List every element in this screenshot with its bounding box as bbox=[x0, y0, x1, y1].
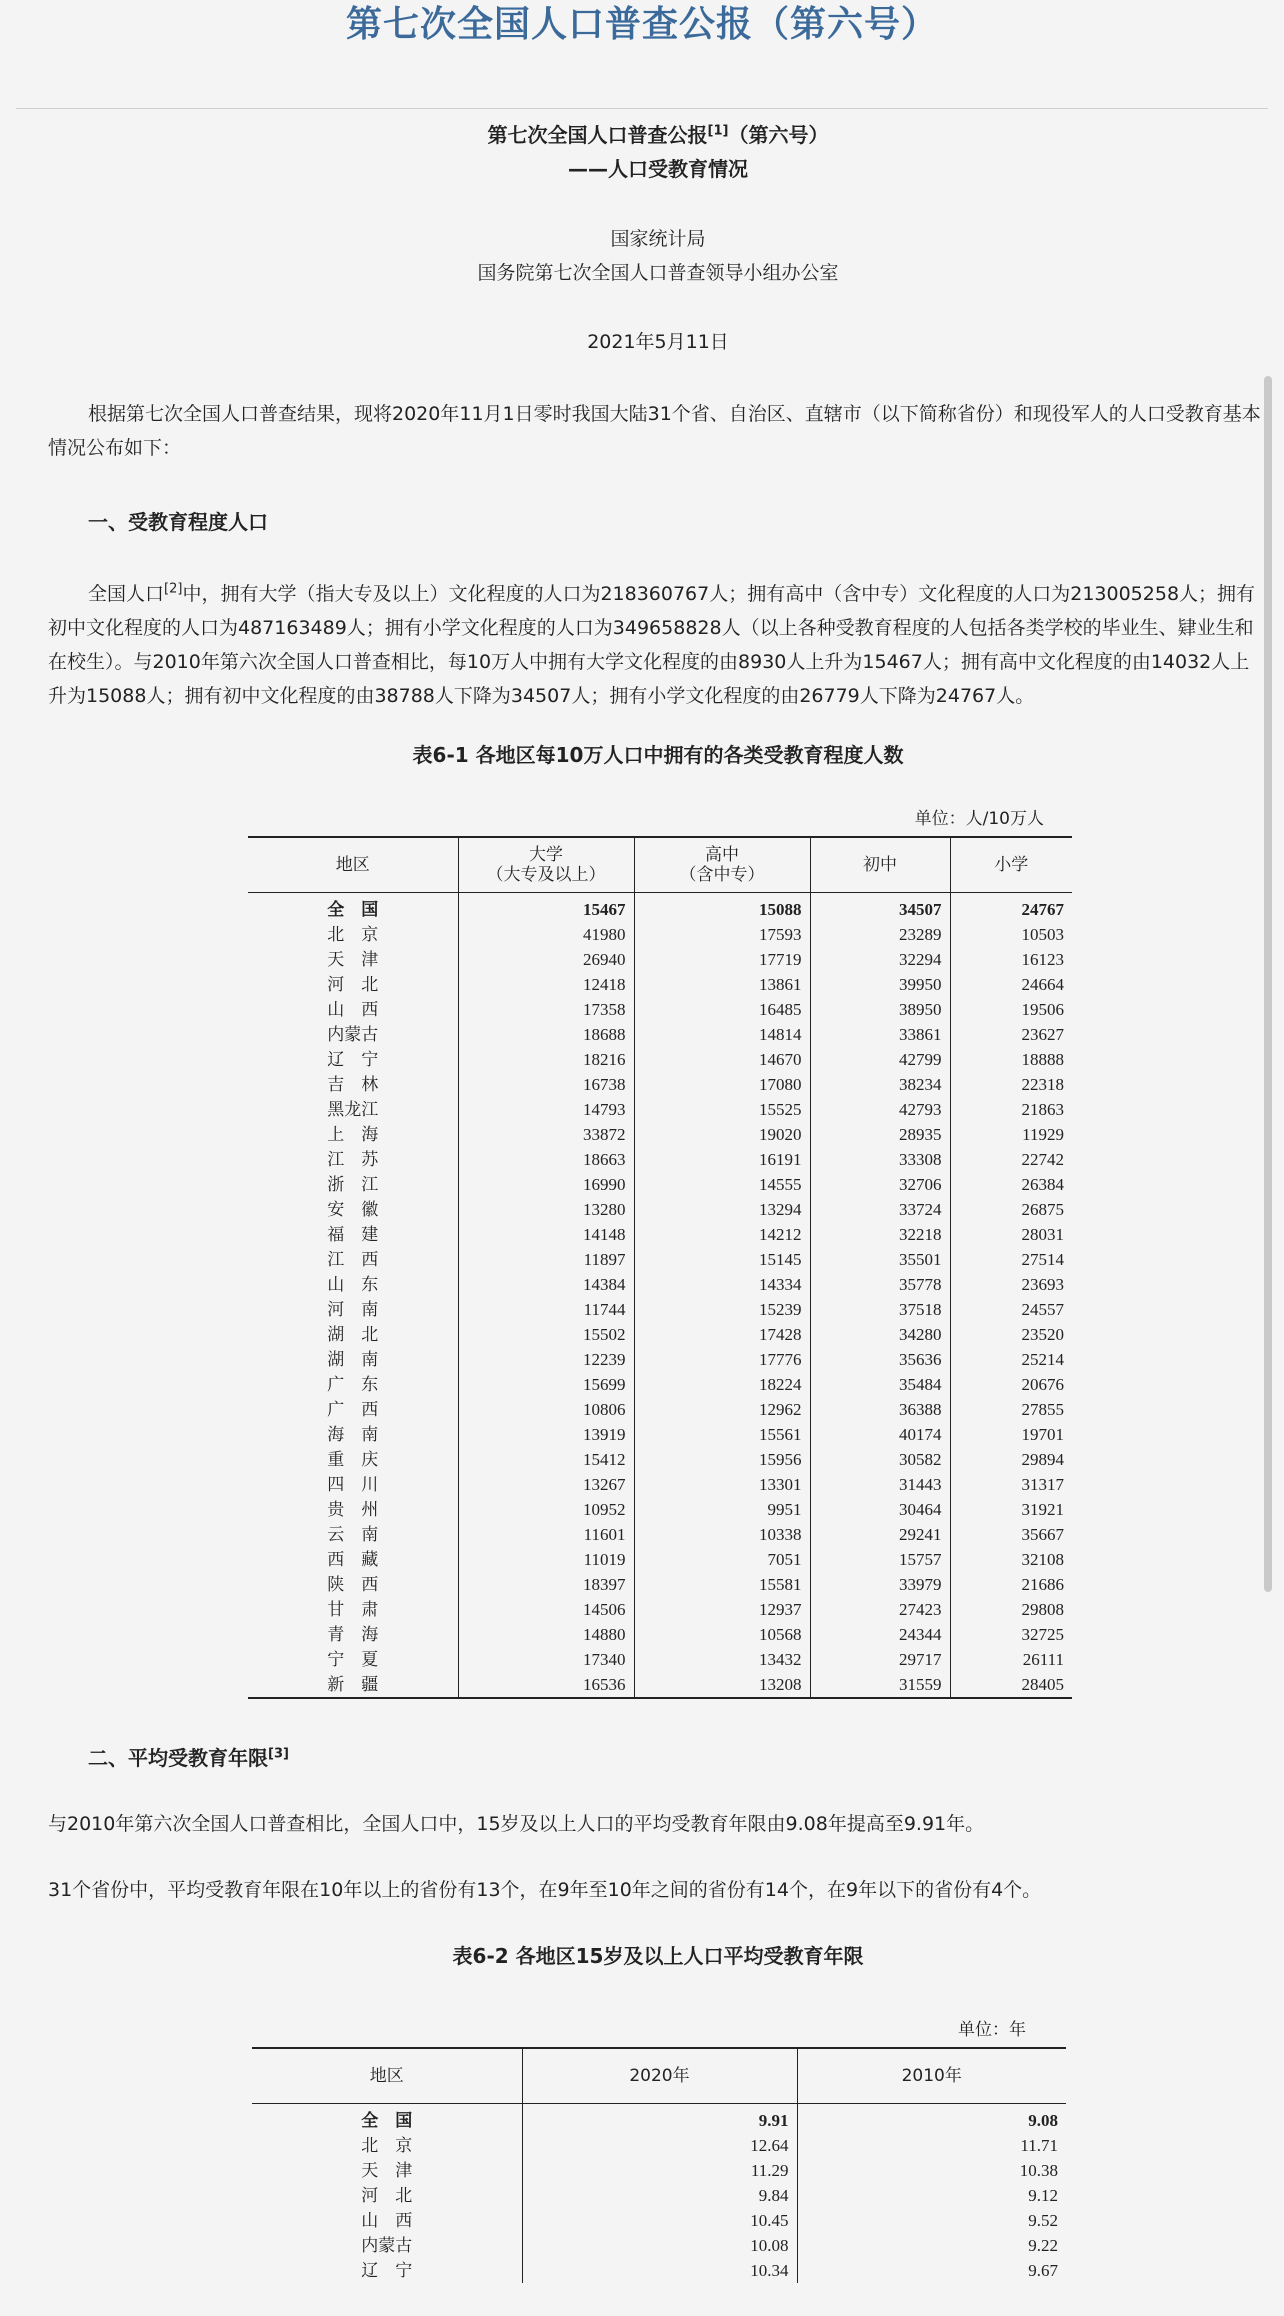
table2 bbox=[252, 2047, 1066, 2283]
value-cell: 12937 bbox=[634, 1597, 810, 1622]
value-cell: 16123 bbox=[950, 947, 1072, 972]
region-cell: 天 津 bbox=[327, 949, 379, 970]
table-row bbox=[248, 1197, 1072, 1222]
value-cell: 13301 bbox=[634, 1472, 810, 1497]
value-cell: 22318 bbox=[950, 1072, 1072, 1097]
value-cell: 11897 bbox=[458, 1247, 634, 1272]
value-cell: 31443 bbox=[810, 1472, 950, 1497]
value-cell: 9.08 bbox=[797, 2104, 1066, 2134]
value-cell: 18397 bbox=[458, 1572, 634, 1597]
value-cell: 14814 bbox=[634, 1022, 810, 1047]
value-cell: 28935 bbox=[810, 1122, 950, 1147]
table2-unit: 单位：年 bbox=[958, 2020, 1026, 2040]
value-cell: 9.22 bbox=[797, 2233, 1066, 2258]
bulletin-subtitle: ——人口受教育情况 bbox=[568, 157, 748, 181]
value-cell: 9951 bbox=[634, 1497, 810, 1522]
value-cell: 13861 bbox=[634, 972, 810, 997]
value-cell: 23627 bbox=[950, 1022, 1072, 1047]
table-row bbox=[248, 1172, 1072, 1197]
table-row bbox=[248, 1422, 1072, 1447]
value-cell: 18888 bbox=[950, 1047, 1072, 1072]
table-row bbox=[248, 972, 1072, 997]
region-cell: 云 南 bbox=[327, 1524, 379, 1545]
value-cell: 10806 bbox=[458, 1397, 634, 1422]
value-cell: 24767 bbox=[950, 893, 1072, 923]
table-row bbox=[248, 1472, 1072, 1497]
footnote-link-2[interactable]: [2] bbox=[164, 581, 183, 597]
publisher-org-2: 国务院第七次全国人口普查领导小组办公室 bbox=[477, 262, 839, 284]
table-row bbox=[248, 1047, 1072, 1072]
value-cell: 15412 bbox=[458, 1447, 634, 1472]
article-body bbox=[48, 118, 1268, 2283]
value-cell: 17593 bbox=[634, 922, 810, 947]
value-cell: 9.12 bbox=[797, 2183, 1066, 2208]
value-cell: 33861 bbox=[810, 1022, 950, 1047]
value-cell: 17776 bbox=[634, 1347, 810, 1372]
value-cell: 9.84 bbox=[522, 2183, 797, 2208]
region-cell: 全 国 bbox=[327, 899, 379, 920]
region-cell: 福 建 bbox=[327, 1224, 379, 1245]
table-row bbox=[248, 1247, 1072, 1272]
value-cell: 10.08 bbox=[522, 2233, 797, 2258]
section2-paragraph-2: 31个省份中，平均受教育年限在10年以上的省份有13个，在9年至10年之间的省份有14个，在9年以下的省份有4个。 bbox=[48, 1879, 1042, 1901]
value-cell: 18216 bbox=[458, 1047, 634, 1072]
value-cell: 26875 bbox=[950, 1197, 1072, 1222]
value-cell: 30464 bbox=[810, 1497, 950, 1522]
value-cell: 11019 bbox=[458, 1547, 634, 1572]
value-cell: 12418 bbox=[458, 972, 634, 997]
value-cell: 26111 bbox=[950, 1647, 1072, 1672]
table-row bbox=[252, 2208, 1066, 2233]
col-header-highschool: 高中 （含中专） bbox=[634, 837, 810, 893]
value-cell: 9.52 bbox=[797, 2208, 1066, 2233]
value-cell: 13919 bbox=[458, 1422, 634, 1447]
region-cell: 山 西 bbox=[361, 2210, 413, 2231]
table1-unit: 单位：人/10万人 bbox=[914, 809, 1044, 829]
region-cell: 广 西 bbox=[327, 1399, 379, 1420]
value-cell: 11.71 bbox=[797, 2133, 1066, 2158]
page-title: 第七次全国人口普查公报（第六号） bbox=[345, 4, 938, 45]
value-cell: 10.34 bbox=[522, 2258, 797, 2283]
value-cell: 24557 bbox=[950, 1297, 1072, 1322]
col-header-primary: 小学 bbox=[950, 837, 1072, 893]
table-row bbox=[248, 893, 1072, 923]
section-heading-2: 二、平均受教育年限[3] bbox=[88, 1746, 289, 1770]
value-cell: 36388 bbox=[810, 1397, 950, 1422]
region-cell: 陕 西 bbox=[327, 1574, 379, 1595]
col-header-region: 地区 bbox=[248, 837, 458, 893]
region-cell: 黑龙江 bbox=[327, 1099, 379, 1120]
value-cell: 18688 bbox=[458, 1022, 634, 1047]
value-cell: 32294 bbox=[810, 947, 950, 972]
table-row bbox=[248, 1347, 1072, 1372]
value-cell: 19701 bbox=[950, 1422, 1072, 1447]
value-cell: 15467 bbox=[458, 893, 634, 923]
value-cell: 21863 bbox=[950, 1097, 1072, 1122]
table2-header-row bbox=[252, 2048, 1066, 2104]
col-header-region: 地区 bbox=[252, 2048, 522, 2104]
value-cell: 23289 bbox=[810, 922, 950, 947]
value-cell: 30582 bbox=[810, 1447, 950, 1472]
value-cell: 29894 bbox=[950, 1447, 1072, 1472]
value-cell: 27423 bbox=[810, 1597, 950, 1622]
value-cell: 15699 bbox=[458, 1372, 634, 1397]
value-cell: 32218 bbox=[810, 1222, 950, 1247]
value-cell: 31921 bbox=[950, 1497, 1072, 1522]
value-cell: 29717 bbox=[810, 1647, 950, 1672]
value-cell: 17358 bbox=[458, 997, 634, 1022]
table-row bbox=[248, 922, 1072, 947]
bulletin-title: 第七次全国人口普查公报[1]（第六号） bbox=[487, 123, 829, 147]
value-cell: 35501 bbox=[810, 1247, 950, 1272]
region-cell: 山 东 bbox=[327, 1274, 379, 1295]
value-cell: 42799 bbox=[810, 1047, 950, 1072]
col-header-middleschool: 初中 bbox=[810, 837, 950, 893]
table-row bbox=[248, 1572, 1072, 1597]
region-cell: 贵 州 bbox=[327, 1499, 379, 1520]
value-cell: 10.38 bbox=[797, 2158, 1066, 2183]
table-row bbox=[248, 1272, 1072, 1297]
value-cell: 35636 bbox=[810, 1347, 950, 1372]
value-cell: 35667 bbox=[950, 1522, 1072, 1547]
value-cell: 26940 bbox=[458, 947, 634, 972]
value-cell: 9.67 bbox=[797, 2258, 1066, 2283]
value-cell: 27855 bbox=[950, 1397, 1072, 1422]
value-cell: 35484 bbox=[810, 1372, 950, 1397]
value-cell: 13208 bbox=[634, 1672, 810, 1698]
section2-paragraph-1: 与2010年第六次全国人口普查相比，全国人口中，15岁及以上人口的平均受教育年限由9.08年提高至9.91年。 bbox=[48, 1813, 985, 1835]
region-cell: 山 西 bbox=[327, 999, 379, 1020]
region-cell: 北 京 bbox=[361, 2135, 413, 2156]
col-header-2020: 2020年 bbox=[522, 2048, 797, 2104]
table-row bbox=[248, 1072, 1072, 1097]
value-cell: 15239 bbox=[634, 1297, 810, 1322]
table-row bbox=[252, 2258, 1066, 2283]
table-row bbox=[248, 1297, 1072, 1322]
value-cell: 32108 bbox=[950, 1547, 1072, 1572]
region-cell: 河 北 bbox=[361, 2185, 413, 2206]
value-cell: 13267 bbox=[458, 1472, 634, 1497]
table-row bbox=[248, 1547, 1072, 1572]
value-cell: 37518 bbox=[810, 1297, 950, 1322]
table-row bbox=[252, 2104, 1066, 2134]
value-cell: 14793 bbox=[458, 1097, 634, 1122]
footnote-link-3[interactable]: [3] bbox=[268, 1746, 289, 1762]
value-cell: 16191 bbox=[634, 1147, 810, 1172]
col-header-2010: 2010年 bbox=[797, 2048, 1066, 2104]
table-row bbox=[252, 2133, 1066, 2158]
value-cell: 10952 bbox=[458, 1497, 634, 1522]
value-cell: 11601 bbox=[458, 1522, 634, 1547]
publisher-org-1: 国家统计局 bbox=[610, 228, 706, 250]
table-row bbox=[248, 1622, 1072, 1647]
value-cell: 14212 bbox=[634, 1222, 810, 1247]
value-cell: 16738 bbox=[458, 1072, 634, 1097]
value-cell: 33979 bbox=[810, 1572, 950, 1597]
value-cell: 17080 bbox=[634, 1072, 810, 1097]
table-row bbox=[248, 947, 1072, 972]
value-cell: 31559 bbox=[810, 1672, 950, 1698]
region-cell: 宁 夏 bbox=[327, 1649, 379, 1670]
footnote-link-1[interactable]: [1] bbox=[707, 123, 729, 139]
value-cell: 16990 bbox=[458, 1172, 634, 1197]
value-cell: 11929 bbox=[950, 1122, 1072, 1147]
value-cell: 24344 bbox=[810, 1622, 950, 1647]
table-row bbox=[252, 2183, 1066, 2208]
table1-title: 表6-1 各地区每10万人口中拥有的各类受教育程度人数 bbox=[412, 743, 904, 767]
value-cell: 33308 bbox=[810, 1147, 950, 1172]
publish-date: 2021年5月11日 bbox=[587, 331, 729, 353]
region-cell: 湖 北 bbox=[327, 1324, 379, 1345]
table-row bbox=[252, 2233, 1066, 2258]
value-cell: 33724 bbox=[810, 1197, 950, 1222]
region-cell: 浙 江 bbox=[327, 1174, 379, 1195]
table-row bbox=[248, 1672, 1072, 1698]
value-cell: 14506 bbox=[458, 1597, 634, 1622]
value-cell: 15757 bbox=[810, 1547, 950, 1572]
value-cell: 34280 bbox=[810, 1322, 950, 1347]
table-row bbox=[248, 1222, 1072, 1247]
value-cell: 25214 bbox=[950, 1347, 1072, 1372]
table-row bbox=[252, 2158, 1066, 2183]
value-cell: 35778 bbox=[810, 1272, 950, 1297]
value-cell: 34507 bbox=[810, 893, 950, 923]
value-cell: 15502 bbox=[458, 1322, 634, 1347]
table-row bbox=[248, 1322, 1072, 1347]
value-cell: 24664 bbox=[950, 972, 1072, 997]
table1-header-row bbox=[248, 837, 1072, 893]
region-cell: 河 南 bbox=[327, 1299, 379, 1320]
region-cell: 新 疆 bbox=[248, 1672, 458, 1698]
value-cell: 15088 bbox=[634, 893, 810, 923]
value-cell: 31317 bbox=[950, 1472, 1072, 1497]
table-row bbox=[248, 1122, 1072, 1147]
region-cell: 甘 肃 bbox=[327, 1599, 379, 1620]
region-cell: 西 藏 bbox=[327, 1549, 379, 1570]
value-cell: 11.29 bbox=[522, 2158, 797, 2183]
table-row bbox=[248, 1397, 1072, 1422]
value-cell: 14880 bbox=[458, 1622, 634, 1647]
value-cell: 10338 bbox=[634, 1522, 810, 1547]
value-cell: 17719 bbox=[634, 947, 810, 972]
region-cell: 江 西 bbox=[327, 1249, 379, 1270]
region-cell: 河 北 bbox=[327, 974, 379, 995]
value-cell: 20676 bbox=[950, 1372, 1072, 1397]
region-cell: 安 徽 bbox=[327, 1199, 379, 1220]
region-cell: 天 津 bbox=[361, 2160, 413, 2181]
region-cell: 内蒙古 bbox=[361, 2235, 413, 2256]
table1 bbox=[248, 836, 1072, 1699]
value-cell: 11744 bbox=[458, 1297, 634, 1322]
value-cell: 15956 bbox=[634, 1447, 810, 1472]
value-cell: 18663 bbox=[458, 1147, 634, 1172]
value-cell: 16485 bbox=[634, 997, 810, 1022]
table-row bbox=[248, 1022, 1072, 1047]
value-cell: 32706 bbox=[810, 1172, 950, 1197]
value-cell: 19020 bbox=[634, 1122, 810, 1147]
region-cell: 江 苏 bbox=[327, 1149, 379, 1170]
value-cell: 38950 bbox=[810, 997, 950, 1022]
value-cell: 39950 bbox=[810, 972, 950, 997]
region-cell: 上 海 bbox=[327, 1124, 379, 1145]
value-cell: 7051 bbox=[634, 1547, 810, 1572]
value-cell: 23520 bbox=[950, 1322, 1072, 1347]
value-cell: 17428 bbox=[634, 1322, 810, 1347]
value-cell: 13280 bbox=[458, 1197, 634, 1222]
section-heading-1: 一、受教育程度人口 bbox=[88, 510, 268, 534]
table2-title: 表6-2 各地区15岁及以上人口平均受教育年限 bbox=[452, 1944, 864, 1968]
value-cell: 38234 bbox=[810, 1072, 950, 1097]
table-row bbox=[248, 997, 1072, 1022]
value-cell: 33872 bbox=[458, 1122, 634, 1147]
value-cell: 42793 bbox=[810, 1097, 950, 1122]
value-cell: 29808 bbox=[950, 1597, 1072, 1622]
value-cell: 22742 bbox=[950, 1147, 1072, 1172]
value-cell: 28031 bbox=[950, 1222, 1072, 1247]
region-cell: 北 京 bbox=[327, 924, 379, 945]
value-cell: 29241 bbox=[810, 1522, 950, 1547]
region-cell: 吉 林 bbox=[327, 1074, 379, 1095]
value-cell: 14334 bbox=[634, 1272, 810, 1297]
value-cell: 26384 bbox=[950, 1172, 1072, 1197]
region-cell: 重 庆 bbox=[327, 1449, 379, 1470]
table-row bbox=[248, 1647, 1072, 1672]
col-header-college: 大学 （大专及以上） bbox=[458, 837, 634, 893]
region-cell: 全 国 bbox=[361, 2110, 413, 2131]
value-cell: 13294 bbox=[634, 1197, 810, 1222]
table-row bbox=[248, 1147, 1072, 1172]
value-cell: 16536 bbox=[458, 1672, 634, 1698]
table-row bbox=[248, 1097, 1072, 1122]
value-cell: 40174 bbox=[810, 1422, 950, 1447]
value-cell: 15561 bbox=[634, 1422, 810, 1447]
intro-paragraph: 根据第七次全国人口普查结果，现将2020年11月1日零时我国大陆31个省、自治区、直辖市（以下简称省份）和现役军人的人口受教育基本情况公布如下： bbox=[48, 403, 1261, 459]
value-cell: 14384 bbox=[458, 1272, 634, 1297]
value-cell: 14148 bbox=[458, 1222, 634, 1247]
value-cell: 15525 bbox=[634, 1097, 810, 1122]
value-cell: 18224 bbox=[634, 1372, 810, 1397]
section1-paragraph: 全国人口[2]中，拥有大学（指大专及以上）文化程度的人口为218360767人；拥有高中（含中专）文化程度的人口为213005258人；拥有初中文化程度的人口为487163489人；拥有小学文化程度的人口为349658828人（以上各种受教育程度的人包括各类学校的毕业生、肄业生和在校生）。与2010年第六次全国人口普查相比，每10万人中拥有大学文化程度的由8930人上升为15467人；拥有高中文化程度的由14032人上升为15088人；拥有初中文化程度的由38788人下降为34507人；拥有小学文化程度的由26779人下降为24767人。 bbox=[48, 581, 1256, 707]
value-cell: 19506 bbox=[950, 997, 1072, 1022]
value-cell: 12239 bbox=[458, 1347, 634, 1372]
header-divider bbox=[16, 108, 1268, 109]
region-cell: 青 海 bbox=[327, 1624, 379, 1645]
value-cell: 32725 bbox=[950, 1622, 1072, 1647]
value-cell: 12.64 bbox=[522, 2133, 797, 2158]
value-cell: 27514 bbox=[950, 1247, 1072, 1272]
region-cell: 四 川 bbox=[327, 1474, 379, 1495]
value-cell: 9.91 bbox=[522, 2104, 797, 2134]
value-cell: 10503 bbox=[950, 922, 1072, 947]
region-cell: 湖 南 bbox=[327, 1349, 379, 1370]
region-cell: 内蒙古 bbox=[327, 1024, 379, 1045]
value-cell: 12962 bbox=[634, 1397, 810, 1422]
value-cell: 17340 bbox=[458, 1647, 634, 1672]
value-cell: 28405 bbox=[950, 1672, 1072, 1698]
table-row bbox=[248, 1372, 1072, 1397]
value-cell: 10.45 bbox=[522, 2208, 797, 2233]
region-cell: 辽 宁 bbox=[361, 2260, 413, 2281]
region-cell: 辽 宁 bbox=[327, 1049, 379, 1070]
value-cell: 15581 bbox=[634, 1572, 810, 1597]
table-row bbox=[248, 1447, 1072, 1472]
value-cell: 14670 bbox=[634, 1047, 810, 1072]
value-cell: 23693 bbox=[950, 1272, 1072, 1297]
region-cell: 海 南 bbox=[327, 1424, 379, 1445]
table-row bbox=[248, 1597, 1072, 1622]
table-row bbox=[248, 1497, 1072, 1522]
region-cell: 广 东 bbox=[327, 1374, 379, 1395]
value-cell: 14555 bbox=[634, 1172, 810, 1197]
value-cell: 21686 bbox=[950, 1572, 1072, 1597]
value-cell: 41980 bbox=[458, 922, 634, 947]
value-cell: 13432 bbox=[634, 1647, 810, 1672]
table-row bbox=[248, 1522, 1072, 1547]
value-cell: 10568 bbox=[634, 1622, 810, 1647]
value-cell: 15145 bbox=[634, 1247, 810, 1272]
